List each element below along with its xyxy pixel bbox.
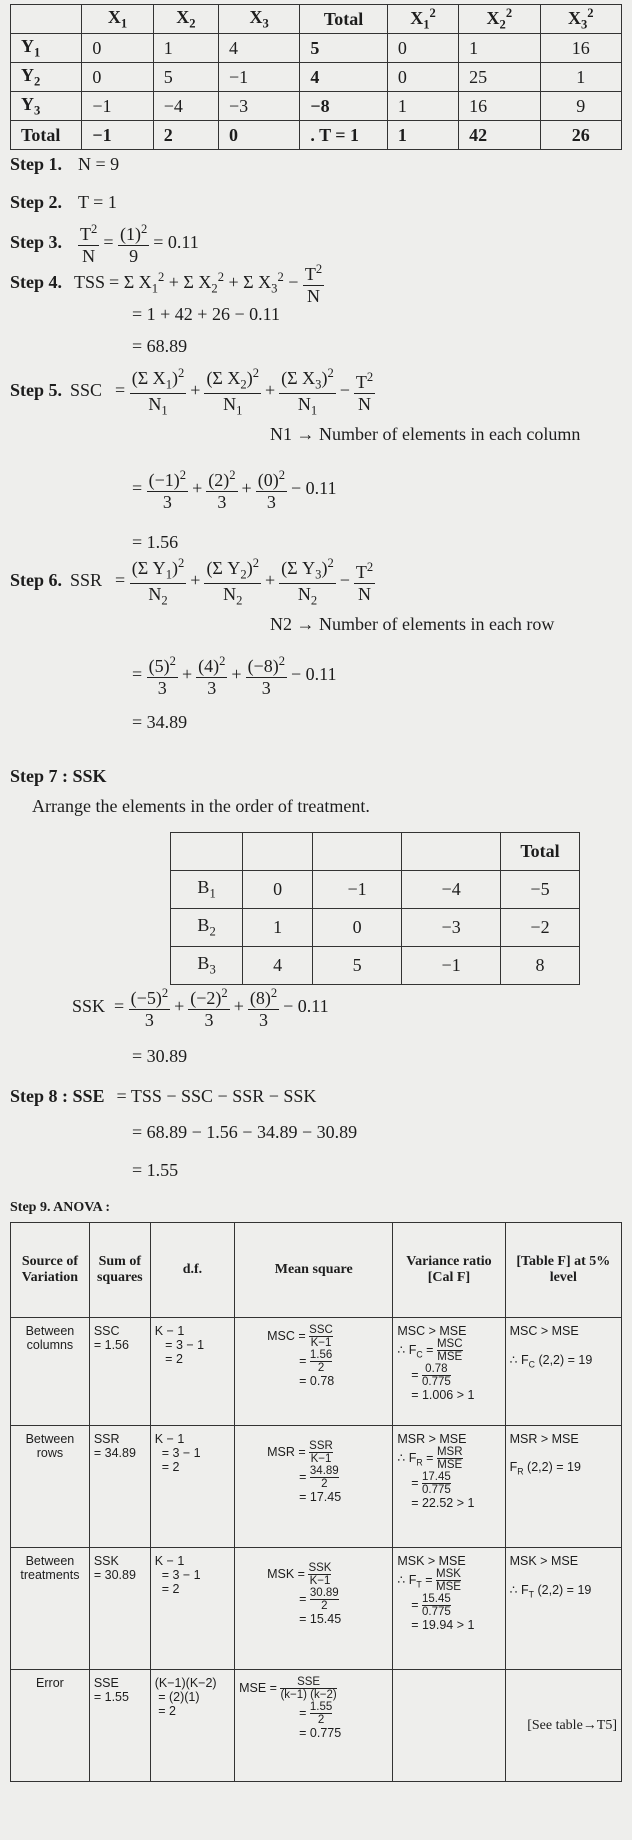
table-row [11, 63, 622, 92]
table-cell: 16 [540, 34, 621, 63]
step-3: Step 3. $\frac{T^2}{N}$ = $\frac{(1)^2}{9}$ = 0.11 [10, 222, 199, 266]
header-x1-squared: $X_1^2$ [387, 5, 458, 34]
table-cell: 26 [540, 121, 621, 150]
table-cell: 0 [312, 909, 401, 947]
fraction: $\frac{(\Sigma Y_1)^2}{N_2}$ [131, 556, 185, 608]
table-cell: 4 [300, 63, 387, 92]
anova-table [10, 1222, 622, 1782]
table-cell: 4 [219, 34, 300, 63]
tf-cell: MSR > MSE $F_R$ (2,2) = 19 [505, 1426, 621, 1548]
tf-cell: MSC > MSE ∴ $F_C$ (2,2) = 19 [505, 1318, 621, 1426]
fraction: $\frac{(1)^2}{9}$ [119, 222, 148, 266]
table-cell: 8 [501, 947, 580, 985]
source-cell: Error [11, 1670, 90, 1782]
header-x1: $X_1$ [82, 5, 153, 34]
table-row [11, 34, 622, 63]
step-7-result: = 30.89 [132, 1046, 188, 1066]
table-cell: 1 [387, 92, 458, 121]
header-source: Source of Variation [11, 1223, 90, 1318]
tf-cell: MSK > MSE ∴ $F_T$ (2,2) = 19 [505, 1548, 621, 1670]
fraction: $\frac{(\Sigma Y_3)^2}{N_2}$ [281, 556, 334, 608]
ms-cell: MSE = SSE (k−1) (k−2) = $\frac{1.55}{2}$ = 0.775 [235, 1670, 393, 1782]
table-cell: 5 [300, 34, 387, 63]
table-cell: 4 [243, 947, 313, 985]
table-cell: 16 [459, 92, 540, 121]
table-row [171, 871, 580, 909]
fraction: $\frac{(8)^2}{3}$ [249, 986, 278, 1030]
source-cell: Between rows [11, 1426, 90, 1548]
table-cell: −4 [153, 92, 218, 121]
table-cell: −3 [219, 92, 300, 121]
step-8-line-2: = 68.89 − 1.56 − 34.89 − 30.89 [132, 1122, 358, 1142]
vr-cell: MSK > MSE ∴ $F_T$ = MSK MSE = $\frac{15.45}{0.775}$ = 19.94 > 1 [393, 1548, 505, 1670]
table-cell: 1 [153, 34, 218, 63]
fraction: $\frac{(0)^2}{3}$ [257, 468, 285, 512]
row-label: $B_2$ [171, 909, 243, 947]
fraction: $\frac{(-2)^2}{3}$ [190, 986, 228, 1030]
data-table [10, 4, 622, 150]
tf-cell: [See table→T5] [505, 1670, 621, 1782]
ms-cell: MSR = SSR K−1 = $\frac{34.89}{2}$ = 17.45 [235, 1426, 393, 1548]
step-9-heading: Step 9. ANOVA : [10, 1200, 111, 1215]
df-cell: K − 1 = 3 − 1 = 2 [150, 1318, 234, 1426]
row-label: $Y_2$ [11, 63, 82, 92]
vr-cell: MSC > MSE ∴ $F_C$ = MSC MSE = $\frac{0.78}{0.775}$ = 1.006 > 1 [393, 1318, 505, 1426]
step-5-note: N1 → Number of elements in each column [270, 424, 581, 444]
anova-row [11, 1426, 622, 1548]
table-header-row [11, 5, 622, 34]
row-label: Total [11, 121, 82, 150]
step-5: Step 5. SSC = $\frac{(\Sigma X_1)^2}{N_1}$ + $\frac{(\Sigma X_2)^2}{N_1}$ + $\frac{(\Sigma X_3)^2}{N_1}$ − $\frac{T^2}{N}$ [10, 366, 374, 418]
header-mean-square: Mean square [235, 1223, 393, 1318]
table-cell: −1 [402, 947, 501, 985]
step-4-line-2: = 1 + 42 + 26 − 0.11 [132, 304, 280, 324]
ss-cell: SSE = 1.55 [89, 1670, 150, 1782]
ss-cell: SSR = 34.89 [89, 1426, 150, 1548]
table-cell: . T = 1 [300, 121, 387, 150]
step-8: Step 8 : SSE = TSS − SSC − SSR − SSK [10, 1086, 317, 1106]
fraction: $\frac{(\Sigma Y_2)^2}{N_2}$ [206, 556, 260, 608]
table-cell: 0 [387, 34, 458, 63]
table-cell: −4 [402, 871, 501, 909]
ssk-formula: SSK = $\frac{(-5)^2}{3}$ + $\frac{(-2)^2}{3}$ + $\frac{(8)^2}{3}$ − 0.11 [72, 986, 329, 1030]
ms-cell: MSC = SSC K−1 = $\frac{1.56}{2}$ = 0.78 [235, 1318, 393, 1426]
step-6-note: N2 → Number of elements in each row [270, 614, 555, 634]
step-6-result: = 34.89 [132, 712, 188, 732]
fraction: $\frac{(-8)^2}{3}$ [247, 654, 285, 698]
table-cell: −8 [300, 92, 387, 121]
table-cell: 0 [82, 34, 153, 63]
table-cell: 1 [387, 121, 458, 150]
table-cell: −1 [82, 121, 153, 150]
step-4-result: = 68.89 [132, 336, 188, 356]
df-cell: (K−1)(K−2) = (2)(1) = 2 [150, 1670, 234, 1782]
table-row [11, 92, 622, 121]
header-x3-squared: $X_3^2$ [540, 5, 621, 34]
df-cell: K − 1 = 3 − 1 = 2 [150, 1548, 234, 1670]
table-cell: 42 [459, 121, 540, 150]
source-cell: Between columns [11, 1318, 90, 1426]
fraction: $\frac{T^2}{N}$ [80, 222, 98, 266]
table-cell: −1 [312, 871, 401, 909]
step-6: Step 6. SSR = $\frac{(\Sigma Y_1)^2}{N_2}$ + $\frac{(\Sigma Y_2)^2}{N_2}$ + $\frac{(\Sigma Y_3)^2}{N_2}$ − $\frac{T^2}{N}$ [10, 556, 374, 608]
fraction: $\frac{(-1)^2}{3}$ [148, 468, 187, 512]
header-total: Total [501, 833, 580, 871]
step-2: Step 2. T = 1 [10, 192, 117, 212]
ms-cell: MSK = SSK K−1 = $\frac{30.89}{2}$ = 15.45 [235, 1548, 393, 1670]
fraction: $\frac{T^2}{N}$ [355, 369, 374, 414]
table-cell: 2 [153, 121, 218, 150]
table-cell: 9 [540, 92, 621, 121]
step-5-line-2: = $\frac{(-1)^2}{3}$ + $\frac{(2)^2}{3}$ + $\frac{(0)^2}{3}$ − 0.11 [132, 468, 337, 512]
step-8-result: = 1.55 [132, 1160, 179, 1180]
table-cell: −3 [402, 909, 501, 947]
fraction: $\frac{(5)^2}{3}$ [148, 654, 176, 698]
vr-cell [393, 1670, 505, 1782]
ss-cell: SSC = 1.56 [89, 1318, 150, 1426]
source-cell: Between treatments [11, 1548, 90, 1670]
anova-row [11, 1548, 622, 1670]
row-label: $B_1$ [171, 871, 243, 909]
anova-header-row [11, 1223, 622, 1318]
row-label: $B_3$ [171, 947, 243, 985]
vr-cell: MSR > MSE ∴ $F_R$ = MSR MSE = $\frac{17.45}{0.775}$ = 22.52 > 1 [393, 1426, 505, 1548]
header-x2-squared: $X_2^2$ [459, 5, 540, 34]
table-cell: 0 [387, 63, 458, 92]
table-cell: 0 [243, 871, 313, 909]
table-cell: 0 [82, 63, 153, 92]
anova-row [11, 1670, 622, 1782]
step-7-heading: Step 7 : SSK [10, 766, 107, 786]
table-row [171, 909, 580, 947]
step-4: Step 4. TSS = Σ $X_1^2 + \Sigma$ $X_2^2 + \Sigma$ $X_3^2$ − $\frac{T^2}{N}$ [10, 262, 323, 306]
treatment-table [170, 832, 580, 985]
table-cell: 1 [243, 909, 313, 947]
table-row [171, 947, 580, 985]
row-label: $Y_3$ [11, 92, 82, 121]
fraction: $\frac{(\Sigma X_2)^2}{N_1}$ [206, 366, 260, 418]
table-cell: 5 [312, 947, 401, 985]
fraction: $\frac{(2)^2}{3}$ [208, 468, 236, 512]
fraction: $\frac{(-5)^2}{3}$ [130, 986, 169, 1030]
table-cell: 1 [459, 34, 540, 63]
anova-row [11, 1318, 622, 1426]
table-cell: 5 [153, 63, 218, 92]
fraction: $\frac{T^2}{N}$ [355, 559, 374, 604]
table-cell: −1 [219, 63, 300, 92]
step-7-text: Arrange the elements in the order of treatment. [32, 796, 370, 816]
fraction: $\frac{T^2}{N}$ [304, 262, 323, 306]
header-x3: $X_3$ [219, 5, 300, 34]
table-cell: −1 [82, 92, 153, 121]
header-sum-of-squares: Sum of squares [89, 1223, 150, 1318]
table-cell: −5 [501, 871, 580, 909]
table-cell: 1 [540, 63, 621, 92]
step-6-line-2: = $\frac{(5)^2}{3}$ + $\frac{(4)^2}{3}$ + $\frac{(-8)^2}{3}$ − 0.11 [132, 654, 337, 698]
fraction: $\frac{(4)^2}{3}$ [198, 654, 226, 698]
table-cell: −2 [501, 909, 580, 947]
fraction: $\frac{(\Sigma X_1)^2}{N_1}$ [131, 366, 185, 418]
header-variance-ratio: Variance ratio [Cal F] [393, 1223, 505, 1318]
header-x2: $X_2$ [153, 5, 218, 34]
row-label: $Y_1$ [11, 34, 82, 63]
fraction: $\frac{(\Sigma X_3)^2}{N_1}$ [281, 366, 334, 418]
table-cell: 25 [459, 63, 540, 92]
step-5-result: = 1.56 [132, 532, 179, 552]
header-total: Total [300, 5, 387, 34]
step-1: Step 1. N = 9 [10, 154, 120, 174]
df-cell: K − 1 = 3 − 1 = 2 [150, 1426, 234, 1548]
table-total-row [11, 121, 622, 150]
table-header-row [171, 833, 580, 871]
header-table-f: [Table F] at 5% level [505, 1223, 621, 1318]
table-cell: 0 [219, 121, 300, 150]
header-df: d.f. [150, 1223, 234, 1318]
ss-cell: SSK = 30.89 [89, 1548, 150, 1670]
